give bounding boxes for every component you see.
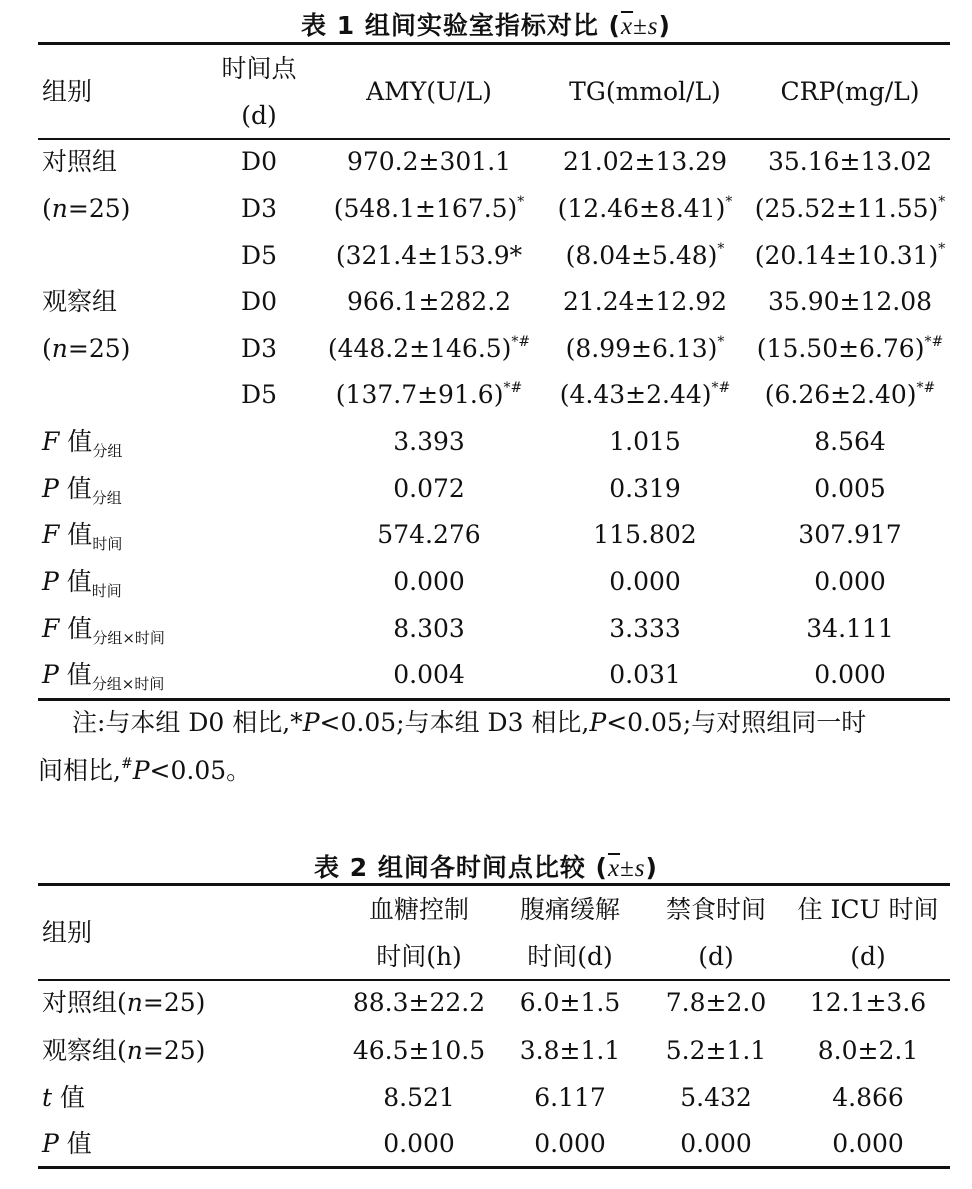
table1-stat-crp: 8.564 [814, 427, 886, 456]
table2-title: 表 2 组间各时间点比较 $(\overline{x}\pm s)$ [314, 853, 658, 882]
table1-stat-tg: 0.031 [609, 660, 681, 689]
table1-crp-value: (15.50±6.76)*# [756, 333, 944, 363]
table1-header-amy: AMY(U/L) [366, 77, 492, 106]
table1-time: D3 [241, 194, 277, 223]
table2-icu-value: 12.1±3.6 [809, 988, 927, 1017]
table2-top-rule [38, 883, 950, 886]
table1-header-group: 组别 [42, 77, 93, 106]
table1-time: D5 [241, 241, 277, 270]
table2-pain-value: 0.000 [534, 1129, 606, 1158]
table1-amy-value: (137.7±91.6)*# [335, 379, 523, 409]
table1-group-n: (n=25) [42, 334, 131, 363]
table1-tg-value: (4.43±2.44)*# [559, 379, 731, 409]
table2-icu-value: 4.866 [832, 1083, 904, 1112]
table1-stat-label: P 值$_{时间}$ [42, 567, 122, 600]
table1-amy-value: 970.2±301.1 [346, 147, 512, 176]
table1-stat-crp: 0.005 [814, 474, 886, 503]
table2-fasting-value: 5.2±1.1 [665, 1036, 767, 1065]
table1-footnote-line1: 注:与本组 D0 相比,*P<0.05;与本组 D3 相比,P<0.05;与对照组同一时 [72, 708, 867, 737]
table2-header-glucose: 血糖控制 [368, 895, 470, 924]
table2-glucose-value: 46.5±10.5 [352, 1036, 486, 1065]
table1-tg-value: 21.24±12.92 [562, 287, 728, 316]
table2-pain-value: 6.0±1.5 [519, 988, 621, 1017]
table1-top-rule [38, 42, 950, 45]
table2-glucose-value: 0.000 [383, 1129, 455, 1158]
table2-bottom-rule [38, 1166, 950, 1169]
table2-header-group: 组别 [42, 918, 93, 947]
table2-glucose-value: 8.521 [383, 1083, 455, 1112]
table2-icu-value: 0.000 [832, 1129, 904, 1158]
table2-pain-value: 6.117 [534, 1083, 606, 1112]
table1-time: D0 [241, 147, 277, 176]
table2-header-pain-unit: 时间(d) [527, 942, 613, 971]
table1-stat-label: P 值$_{分组}$ [42, 474, 122, 507]
table1-stat-amy: 574.276 [377, 520, 481, 549]
table1-tg-value: (8.04±5.48)* [565, 240, 725, 270]
table1-stat-label: P 值$_{分组\times 时间}$ [42, 660, 165, 693]
table1-stat-crp: 0.000 [814, 567, 886, 596]
table2-row-label: t 值 [42, 1083, 85, 1112]
table1-bottom-rule [38, 698, 950, 701]
table1-stat-label: F 值$_{时间}$ [42, 520, 123, 553]
table1-stat-label: F 值$_{分组\times 时间}$ [42, 614, 165, 647]
table1-header-timepoint: 时间点 [221, 54, 297, 83]
table1-header-rule [38, 138, 950, 140]
table1-stat-amy: 3.393 [393, 427, 465, 456]
table1-stat-amy: 0.072 [393, 474, 465, 503]
table2-row-label: 对照组(n=25) [42, 988, 206, 1017]
table1-crp-value: 35.90±12.08 [767, 287, 933, 316]
table1-stat-tg: 3.333 [609, 614, 681, 643]
table2-row-label: 观察组(n=25) [42, 1036, 206, 1065]
table1-tg-value: 21.02±13.29 [562, 147, 728, 176]
table2-header-icu: 住 ICU 时间 [797, 895, 939, 924]
table1-tg-value: (12.46±8.41)* [557, 193, 733, 223]
table2-header-pain: 腹痛缓解 [519, 895, 621, 924]
table1-amy-value: (548.1±167.5)* [333, 193, 525, 223]
table1-time: D3 [241, 334, 277, 363]
table2-row-label: P 值 [42, 1129, 92, 1158]
table1-stat-label: F 值$_{分组}$ [42, 427, 123, 460]
table1-stat-crp: 307.917 [798, 520, 902, 549]
table1-tg-value: (8.99±6.13)* [565, 333, 725, 363]
table1-crp-value: 35.16±13.02 [767, 147, 933, 176]
table1-amy-value: (448.2±146.5)*# [327, 333, 531, 363]
table1-stat-tg: 1.015 [609, 427, 681, 456]
table1-footnote-line2: 间相比,#P<0.05。 [38, 755, 252, 785]
table2-header-fasting-unit: (d) [698, 942, 734, 971]
table1-crp-value: (6.26±2.40)*# [764, 379, 936, 409]
table2-header-icu-unit: (d) [850, 942, 886, 971]
table1-stat-amy: 0.004 [393, 660, 465, 689]
table1-stat-tg: 0.319 [609, 474, 681, 503]
table2-icu-value: 8.0±2.1 [817, 1036, 919, 1065]
table1-time: D0 [241, 287, 277, 316]
table1-stat-crp: 0.000 [814, 660, 886, 689]
table1-header-crp: CRP(mg/L) [780, 77, 920, 106]
table1-stat-crp: 34.111 [806, 614, 894, 643]
table2-glucose-value: 88.3±22.2 [352, 988, 486, 1017]
table1-group-name: 观察组 [42, 287, 118, 316]
table1-stat-tg: 115.802 [593, 520, 697, 549]
table1-time: D5 [241, 380, 277, 409]
table1-header-timepoint-unit: (d) [241, 101, 277, 130]
table1-stat-amy: 0.000 [393, 567, 465, 596]
table1-crp-value: (25.52±11.55)* [754, 193, 946, 223]
table2-header-fasting: 禁食时间 [665, 895, 767, 924]
table1-amy-value: (321.4±153.9* [335, 241, 523, 270]
table1-stat-amy: 8.303 [393, 614, 465, 643]
table1-group-name: 对照组 [42, 147, 118, 176]
table1-amy-value: 966.1±282.2 [346, 287, 512, 316]
table1-title: 表 1 组间实验室指标对比 $(\overline{x}\pm s)$ [301, 11, 671, 40]
table2-header-glucose-unit: 时间(h) [376, 942, 462, 971]
table2-header-rule [38, 979, 950, 981]
table2-fasting-value: 7.8±2.0 [665, 988, 767, 1017]
table2-fasting-value: 0.000 [680, 1129, 752, 1158]
table1-group-n: (n=25) [42, 194, 131, 223]
table1-stat-tg: 0.000 [609, 567, 681, 596]
table2-fasting-value: 5.432 [680, 1083, 752, 1112]
table2-pain-value: 3.8±1.1 [519, 1036, 621, 1065]
table1-header-tg: TG(mmol/L) [569, 77, 721, 106]
table1-crp-value: (20.14±10.31)* [754, 240, 946, 270]
